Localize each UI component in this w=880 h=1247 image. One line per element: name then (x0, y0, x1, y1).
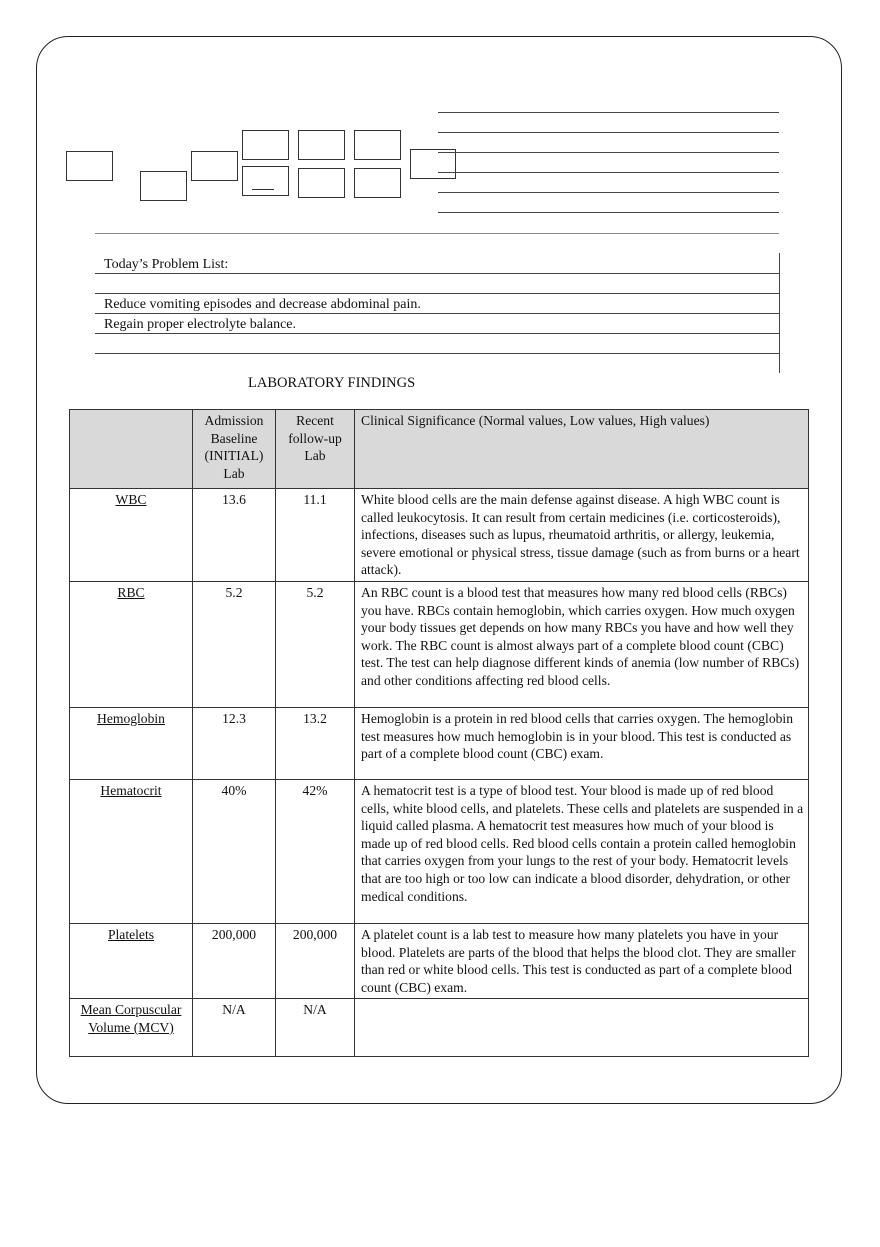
table-row (70, 489, 809, 582)
lab-findings-table (69, 409, 809, 1057)
problem-list-heading: Today’s Problem List: (104, 257, 229, 272)
header-test (70, 410, 193, 489)
significance-mcv (355, 999, 809, 1057)
lab-findings-title: LABORATORY FINDINGS (248, 375, 416, 391)
table-row (70, 779, 809, 923)
test-name-hemoglobin: Hemoglobin (70, 707, 193, 779)
concept-box-2 (140, 171, 187, 201)
recent-value-rbc: 5.2 (276, 581, 355, 707)
admission-value-rbc: 5.2 (193, 581, 276, 707)
table-row (70, 923, 809, 998)
concept-box-8 (298, 168, 345, 198)
concept-box-9 (354, 168, 401, 198)
problem-item-1: Reduce vomiting episodes and decrease abdominal pain. (104, 297, 421, 312)
significance-hemoglobin: Hemoglobin is a protein in red blood cells that carries oxygen. The hemoglobin test measures how much hemoglobin is in your blood. This test is conducted as part of a complete blood count (CBC) exam. (355, 707, 809, 779)
problem-line-1 (95, 273, 779, 274)
concept-box-7 (242, 166, 289, 196)
concept-box-10 (410, 149, 456, 179)
blank-line-4 (438, 172, 779, 173)
problem-item-2: Regain proper electrolyte balance. (104, 317, 297, 332)
problem-line-5 (95, 353, 779, 354)
concept-box-1 (66, 151, 113, 181)
table-row (70, 999, 809, 1057)
admission-value-mcv: N/A (193, 999, 276, 1057)
header-admission: Admission Baseline (INITIAL) Lab (193, 410, 276, 489)
lab-header-row (70, 410, 809, 489)
blank-line-6 (438, 212, 779, 213)
header-recent: Recent follow-up Lab (276, 410, 355, 489)
concept-box-3 (191, 151, 238, 181)
blank-line-5 (438, 192, 779, 193)
concept-box-6 (354, 130, 401, 160)
significance-platelets: A platelet count is a lab test to measure how many platelets you have in your blood. Platelets are parts of the blood that helps the blood clot. They are smaller than red or white blood cells. This test is conducted as part of a complete blood count (CBC) exam. (355, 923, 809, 998)
blank-line-1 (438, 112, 779, 113)
test-name-wbc: WBC (70, 489, 193, 582)
significance-rbc: An RBC count is a blood test that measures how many red blood cells (RBCs) you have. RBCs contain hemoglobin, which carries oxygen. How much oxygen your body tissues get depends on how many RBCs you have and how well they work. The RBC count is almost always part of a complete blood count (CBC) test. The test can help diagnose different kinds of anemia (low number of RBCs) and other conditions affecting red blood cells. (355, 581, 809, 707)
test-name-mcv: Mean Corpuscular Volume (MCV) (70, 999, 193, 1057)
problem-line-4 (95, 333, 779, 334)
recent-value-mcv: N/A (276, 999, 355, 1057)
recent-value-platelets: 200,000 (276, 923, 355, 998)
test-name-hematocrit: Hematocrit (70, 779, 193, 923)
concept-box-5 (298, 130, 345, 160)
test-name-platelets: Platelets (70, 923, 193, 998)
concept-box-4 (242, 130, 289, 160)
admission-value-hemoglobin: 12.3 (193, 707, 276, 779)
header-significance: Clinical Significance (Normal values, Low values, High values) (355, 410, 809, 489)
recent-value-hematocrit: 42% (276, 779, 355, 923)
test-name-rbc: RBC (70, 581, 193, 707)
problem-line-2 (95, 293, 779, 294)
recent-value-hemoglobin: 13.2 (276, 707, 355, 779)
table-row (70, 707, 809, 779)
admission-value-platelets: 200,000 (193, 923, 276, 998)
blank-line-3 (438, 152, 779, 153)
problem-list-right-border (779, 253, 780, 373)
table-row (70, 581, 809, 707)
problem-line-3 (95, 313, 779, 314)
significance-wbc: White blood cells are the main defense against disease. A high WBC count is called leukocytosis. It can result from certain medicines (i.e. corticosteroids), infections, diseases such as lupus, rheumatoid arthritis, or allergy, leukemia, severe emotional or physical stress, tissue damage (such as from burns or a heart attack). (355, 489, 809, 582)
admission-value-hematocrit: 40% (193, 779, 276, 923)
admission-value-wbc: 13.6 (193, 489, 276, 582)
significance-hematocrit: A hematocrit test is a type of blood test. Your blood is made up of red blood cells, white blood cells, and platelets. These cells and platelets are suspended in a liquid called plasma. A hematocrit test measures how much of your blood is made up of red blood cells. Red blood cells contain a protein called hemoglobin that carries oxygen from your lungs to the rest of your body. Hematocrit levels that are too high or too low can indicate a blood disorder, dehydration, or other medical conditions. (355, 779, 809, 923)
blank-line-2 (438, 132, 779, 133)
concept-box-7-blank (252, 189, 274, 190)
recent-value-wbc: 11.1 (276, 489, 355, 582)
section-divider (95, 233, 779, 234)
